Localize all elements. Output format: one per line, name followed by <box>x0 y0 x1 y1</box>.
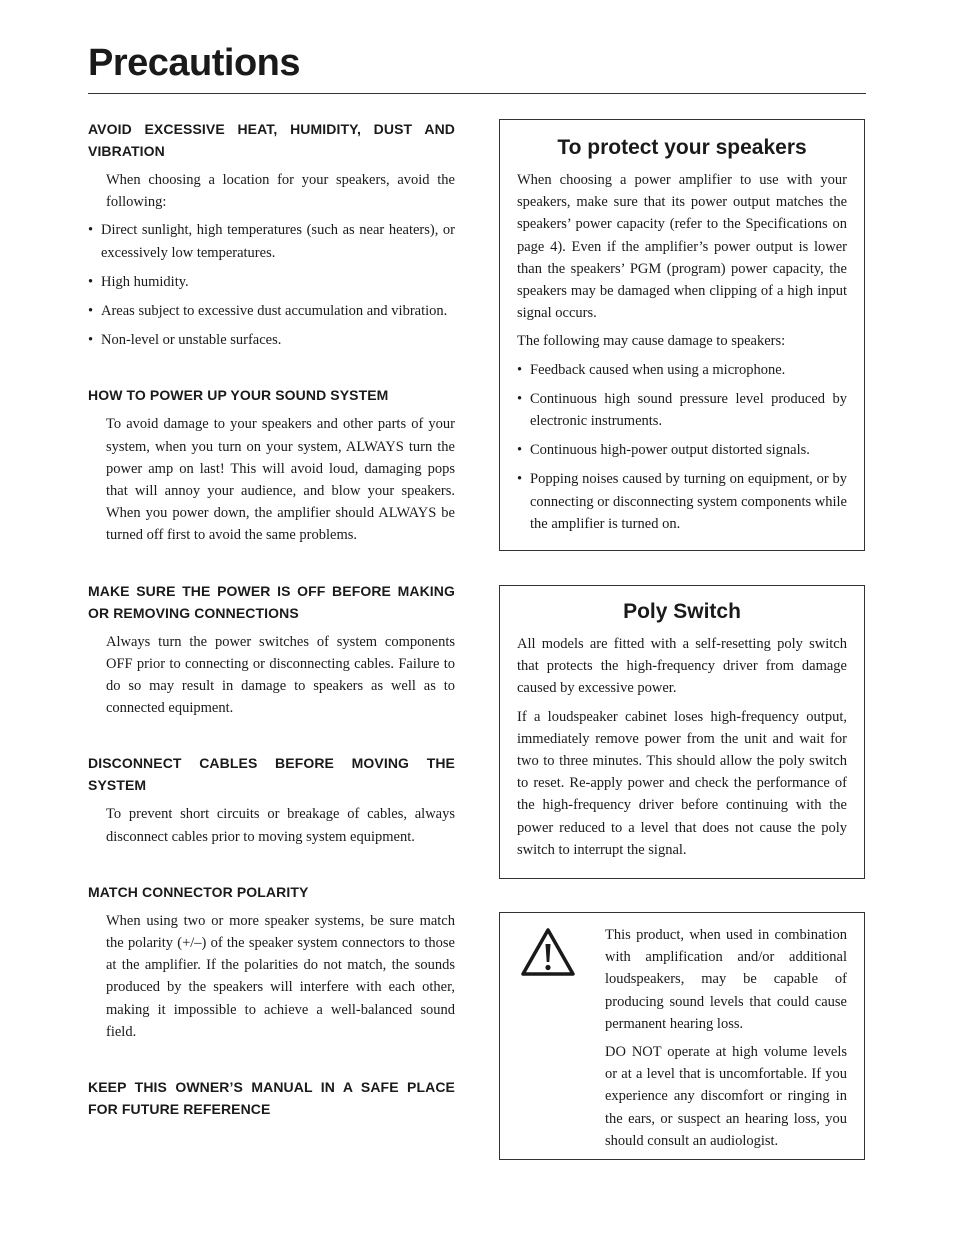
box-text: All models are fitted with a self-resetting poly switch that protects the high-frequency driver from damage caused by excessive power. <box>517 636 847 697</box>
warning-text <box>605 913 847 1152</box>
section-heading: AVOID EXCESSIVE HEAT, HUMIDITY, DUST AND VIBRATION <box>88 121 455 159</box>
section-power-up <box>88 384 455 546</box>
section-heat-humidity <box>88 118 455 351</box>
box-list-intro: The following may cause damage to speakers: <box>517 333 786 350</box>
box-text: This product, when used in combination with amplification and/or additional loudspeakers, may be capable of producing sound levels that could cause permanent hearing loss. <box>605 927 847 1032</box>
page-title: Precautions <box>88 42 301 84</box>
box-text: When choosing a power amplifier to use with your speakers, make sure that its power output matches the speakers’ power capacity (refer to the Specifications on page 4). Even if the amplifier’s power output is lower than the speakers’ PGM (program) power capacity, the speakers may be damaged when clipping of a high input signal occurs. <box>517 172 847 322</box>
list-item: • High humidity. <box>88 273 189 290</box>
list-item: • Continuous high-power output distorted signals. <box>517 442 810 459</box>
protect-speakers-box <box>499 119 865 551</box>
list-item: • Feedback caused when using a microphone. <box>517 361 786 378</box>
list-item: • Non-level or unstable surfaces. <box>88 332 282 349</box>
list-item: • Areas subject to excessive dust accumulation and vibration. <box>88 303 448 320</box>
section-text: To prevent short circuits or breakage of cables, always disconnect cables prior to moving system equipment. <box>106 806 455 845</box>
section-keep-manual <box>88 1076 455 1120</box>
section-heading: HOW TO POWER UP YOUR SOUND SYSTEM <box>88 387 389 404</box>
poly-switch-box <box>499 585 865 879</box>
section-polarity <box>88 881 455 1043</box>
section-disconnect-cables <box>88 752 455 847</box>
list-item: • Direct sunlight, high temperatures (such as near heaters), or excessively low temperatures. <box>88 222 455 261</box>
box-text: DO NOT operate at high volume levels or at a level that is uncomfortable. If you experience any discomfort or ringing in the ears, or suspect an hearing loss, you should consult an audiologist. <box>605 1044 847 1149</box>
avoid-list <box>88 219 455 351</box>
section-intro: When choosing a location for your speakers, avoid the following: <box>106 172 455 211</box>
section-heading: MAKE SURE THE POWER IS OFF BEFORE MAKING OR REMOVING CONNECTIONS <box>88 582 455 621</box>
title-divider <box>88 93 866 94</box>
section-heading: MATCH CONNECTOR POLARITY <box>88 883 309 900</box>
box-heading: Poly Switch <box>623 600 741 623</box>
section-heading: DISCONNECT CABLES BEFORE MOVING THE SYSTEM <box>88 755 455 794</box>
damage-causes-list <box>517 359 847 535</box>
list-item: • Popping noises caused by turning on equipment, or by connecting or disconnecting system components while the amplifier is turned on. <box>517 471 847 532</box>
box-text: If a loudspeaker cabinet loses high-frequency output, immediately remove power from the unit and wait for two to three minutes. This should allow the poly switch to reset. Re-apply power and check the performance of the high-frequency driver before continuing with the power reduced to a level that does not cause the poly switch to interrupt the signal. <box>517 708 847 858</box>
section-text: To avoid damage to your speakers and other parts of your system, when you turn on your system, ALWAYS turn the power amp on last! This will avoid loud, damaging pops that will annoy your audience, and blow your speakers. When you power down, the amplifier should ALWAYS be turned off first to avoid the same problems. <box>106 416 455 544</box>
section-text: Always turn the power switches of system components OFF prior to connecting or disconnecting cables. Failure to do so may result in damage to speakers as well as to connected equipment. <box>106 633 455 717</box>
warning-triangle-icon <box>520 927 576 977</box>
list-item: • Continuous high sound pressure level produced by electronic instruments. <box>517 390 847 430</box>
precautions-column <box>88 118 455 1153</box>
box-heading: To protect your speakers <box>557 136 807 159</box>
section-text: When using two or more speaker systems, be sure match the polarity (+/–) of the speaker system connectors to those at the amplifier. If the polarities do not match, the sounds produced by the speakers will interfere with each other, making it impossible to achieve a well-balanced sound field. <box>106 912 455 1040</box>
hearing-warning-box <box>499 912 865 1160</box>
section-power-off <box>88 580 455 720</box>
section-heading: KEEP THIS OWNER’S MANUAL IN A SAFE PLACE FOR FUTURE REFERENCE <box>88 1079 455 1118</box>
